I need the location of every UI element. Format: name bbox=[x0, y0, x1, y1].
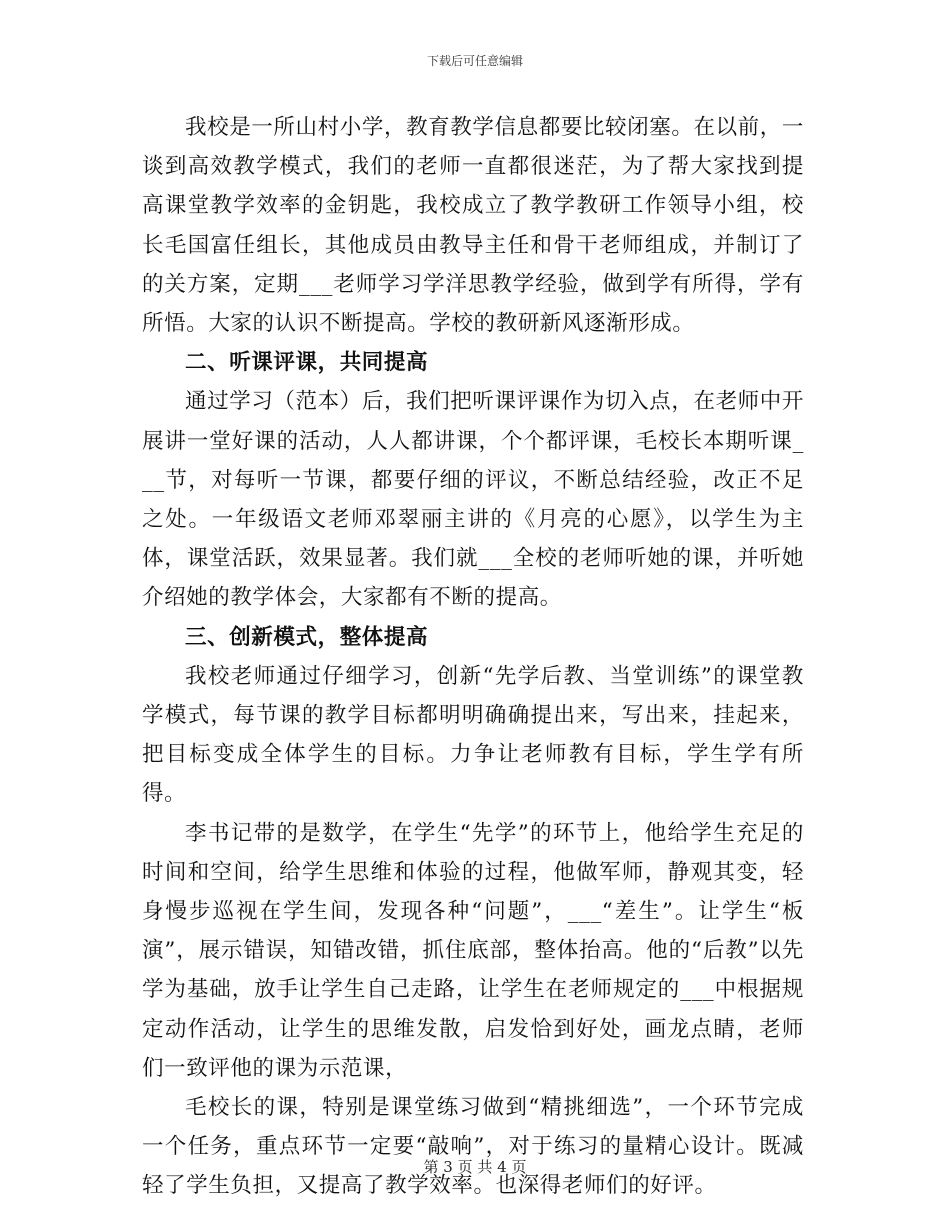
paragraph-secretary-li: 李书记带的是数学，在学生“先学”的环节上，他给学生充足的时间和空间，给学生思维和体验的过程，他做军师，静观其变，轻身慢步巡视在学生间，发现各种“问题”，___“差生”。让学生“板演”，展示错误，知错改错，抓住底部，整体抬高。他的“后教”以先学为基础，放手让学生自己走路，让学生在老师规定的___中根据规定动作活动，让学生的思维发散，启发恰到好处，画龙点睛，老师们一致评他的课为示范课， bbox=[142, 820, 804, 1081]
header-note: 下载后可任意编辑 bbox=[426, 54, 523, 68]
section-heading-3: 三、创新模式，整体提高 bbox=[185, 624, 429, 650]
paragraph-innovation: 我校老师通过仔细学习，创新“先学后教、当堂训练”的课堂教学模式，每节课的教学目标都明明确确提出来，写出来，挂起来，把目标变成全体学生的目标。力争让老师教有目标，学生学有所得。 bbox=[142, 663, 804, 807]
paragraph-intro: 我校是一所山村小学，教育教学信息都要比较闭塞。在以前，一谈到高效教学模式，我们的老师一直都很迷茫，为了帮大家找到提高课堂教学效率的金钥匙，我校成立了教学教研工作领导小组，校长毛国富任组长，其他成员由教导主任和骨干老师组成，并制订了的关方案，定期___老师学习学洋思教学经验，做到学有所得，学有所悟。大家的认识不断提高。学校的教研新风逐渐形成。 bbox=[142, 115, 804, 337]
document-body bbox=[142, 108, 804, 1206]
page-number-footer: 第 3 页 共 4 页 bbox=[423, 1158, 527, 1176]
section-heading-2: 二、听课评课，共同提高 bbox=[185, 350, 429, 376]
paragraph-principal-mao: 毛校长的课，特别是课堂练习做到“精挑细选”，一个环节完成一个任务，重点环节一定要“敲响”，对于练习的量精心设计。既减轻了学生负担，又提高了教学效率。也深得老师们的好评。 bbox=[142, 1095, 804, 1199]
paragraph-listen-evaluate: 通过学习（范本）后，我们把听课评课作为切入点，在老师中开展讲一堂好课的活动，人人都讲课，个个都评课，毛校长本期听课___节，对每听一节课，都要仔细的评议，不断总结经验，改正不足之处。一年级语文老师邓翠丽主讲的《月亮的心愿》，以学生为主体，课堂活跃，效果显著。我们就___全校的老师听她的课，并听她介绍她的教学体会，大家都有不断的提高。 bbox=[142, 389, 804, 611]
